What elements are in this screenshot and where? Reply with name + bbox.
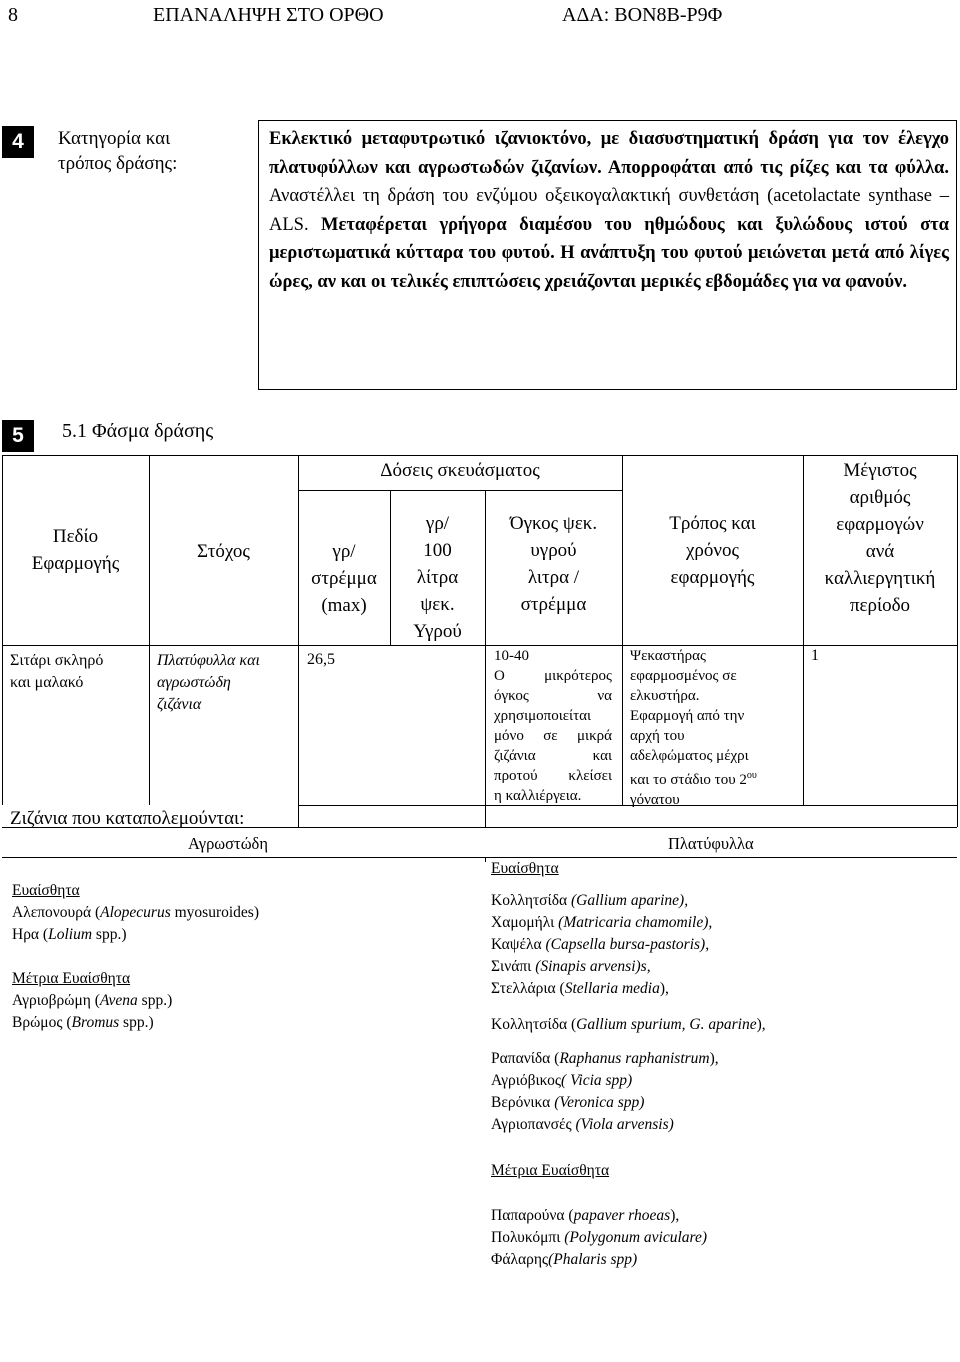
grass-header: Αγρωστώδη — [188, 834, 268, 853]
list-item: Αγριοπανσές (Viola arvensis) — [491, 1116, 674, 1133]
list-item: Σινάπι (Sinapis arvensi)s, — [491, 958, 651, 975]
row-target: Πλατύφυλλα και αγρωστώδη ζιζάνια — [157, 652, 260, 713]
grass-sensitive-list: Ευαίσθητα Αλεπονουρά (Alopecurus myosuroides) Ηρα (Lolium spp.) — [12, 880, 259, 946]
list-item: Καψέλα (Capsella bursa-pastoris), — [491, 936, 710, 953]
list-item: Παπαρούνα (papaver rhoeas), — [491, 1207, 680, 1224]
list-item: Κολλητσίδα (Gallium aparine), — [491, 892, 689, 909]
header-method: Τρόπος και χρόνος εφαρμογής — [669, 513, 756, 588]
list-item: Βερόνικα (Veronica spp) — [491, 1094, 645, 1111]
list-item: Φάλαρης(Phalaris spp) — [491, 1251, 638, 1268]
row-method: Ψεκαστήρας εφαρμοσμένος σε ελκυστήρα. Εφαρμογή από την αρχή του αδελφώματος μέχρι και το στάδιο του $2^{o\upsilon}$ γόνατου — [630, 648, 757, 808]
list-item: Αγριόβικος( Vicia spp) — [491, 1072, 633, 1089]
header-volume: Όγκος ψεκ. υγρού λιτρα / στρέμμα — [509, 513, 598, 615]
broad-sensitive-label: Ευαίσθητα — [491, 860, 559, 877]
weeds-title: Ζιζάνια που καταπολεμούνται: — [10, 808, 245, 829]
list-item: Χαμομήλι (Matricaria chamomile), — [491, 914, 713, 931]
broad-moderate-list — [491, 1205, 707, 1271]
list-item: Αγριοβρώμη (Avena spp.) — [12, 992, 173, 1009]
list-item: Πολυκόμπι (Polygonum aviculare) — [491, 1229, 708, 1246]
header-doses: Δόσεις σκευάσματος — [380, 460, 540, 481]
list-item: Ηρα (Lolium spp.) — [12, 926, 127, 943]
broad-moderate-label: Μέτρια Ευαίσθητα — [491, 1162, 610, 1179]
header-field: Πεδίο Εφαρμογής — [31, 526, 120, 574]
section-5-number: 5 — [2, 420, 34, 452]
ada-code: ΑΔΑ: ΒΟΝ8Β-Ρ9Φ — [562, 4, 723, 26]
list-item: Στελλάρια (Stellaria media), — [491, 980, 669, 997]
row-max-apps: 1 — [811, 647, 819, 664]
list-item: Ραπανίδα (Raphanus raphanistrum), — [491, 1050, 719, 1067]
section-4-number: 4 — [2, 126, 34, 158]
row-volume: 10-40 Ο μικρότερος όγκος να χρησιμοποιείται μόνο σε μικρά ζιζάνια και προτού κλείσει η καλλιέργεια. — [494, 648, 612, 804]
row-dose-gr: 26,5 — [307, 651, 335, 668]
section-5-title: 5.1 Φάσμα δράσης — [62, 420, 214, 442]
section-4-label: Κατηγορία και τρόπος δράσης: — [58, 128, 178, 174]
document-title: ΕΠΑΝΑΛΗΨΗ ΣΤΟ ΟΡΘΟ — [153, 4, 384, 26]
header-max-apps: Μέγιστος αριθμός εφαρμογών ανά καλλιεργητική περίοδο — [824, 460, 936, 616]
list-item: Βρώμος (Bromus spp.) — [12, 1014, 154, 1031]
header-target: Στόχος — [197, 541, 250, 562]
header-dose-gr: γρ/ στρέμμα (max) — [311, 541, 377, 616]
row-field: Σιτάρι σκληρό και μαλακό — [10, 652, 104, 691]
header-dose-100l: γρ/ 100 λίτρα ψεκ. Υγρού — [413, 513, 462, 642]
list-item: Αλεπονουρά (Alopecurus myosuroides) — [12, 904, 259, 921]
broadleaf-header: Πλατύφυλλα — [668, 834, 754, 853]
broad-sensitive-list-c — [491, 1048, 719, 1136]
broad-sensitive-list-b — [491, 1014, 766, 1036]
broad-sensitive-list-a — [491, 890, 712, 1000]
page-number: 8 — [8, 4, 18, 26]
grass-moderate-list: Μέτρια Ευαίσθητα Αγριοβρώμη (Avena spp.) Βρώμος (Bromus spp.) — [12, 968, 172, 1034]
section-4-text: Εκλεκτικό μεταφυτρωτικό ιζανιοκτόνο, με διασυστηματική δράση για τον έλεγχο πλατυφύλλων και αγρωστωδών ζιζανίων. Απορροφάται από τις ρίζες και τα φύλλα. Αναστέλλει τη δράση του ενζύμου οξεικογαλακτική συνθετάση (acetolactate synthase – ALS. Μεταφέρεται γρήγορα διαμέσου του ηθμώδους και ξυλώδους ιστού στα μεριστωματικά κύτταρα του φυτού. Η ανάπτυξη του φυτού μειώνεται μετά από λίγες ώρες, αν και οι τελικές επιπτώσεις χρειάζονται μερικές εβδομάδες για να φανούν. — [269, 129, 949, 292]
list-item: Κολλητσίδα (Gallium spurium, G. aparine), — [491, 1016, 766, 1033]
